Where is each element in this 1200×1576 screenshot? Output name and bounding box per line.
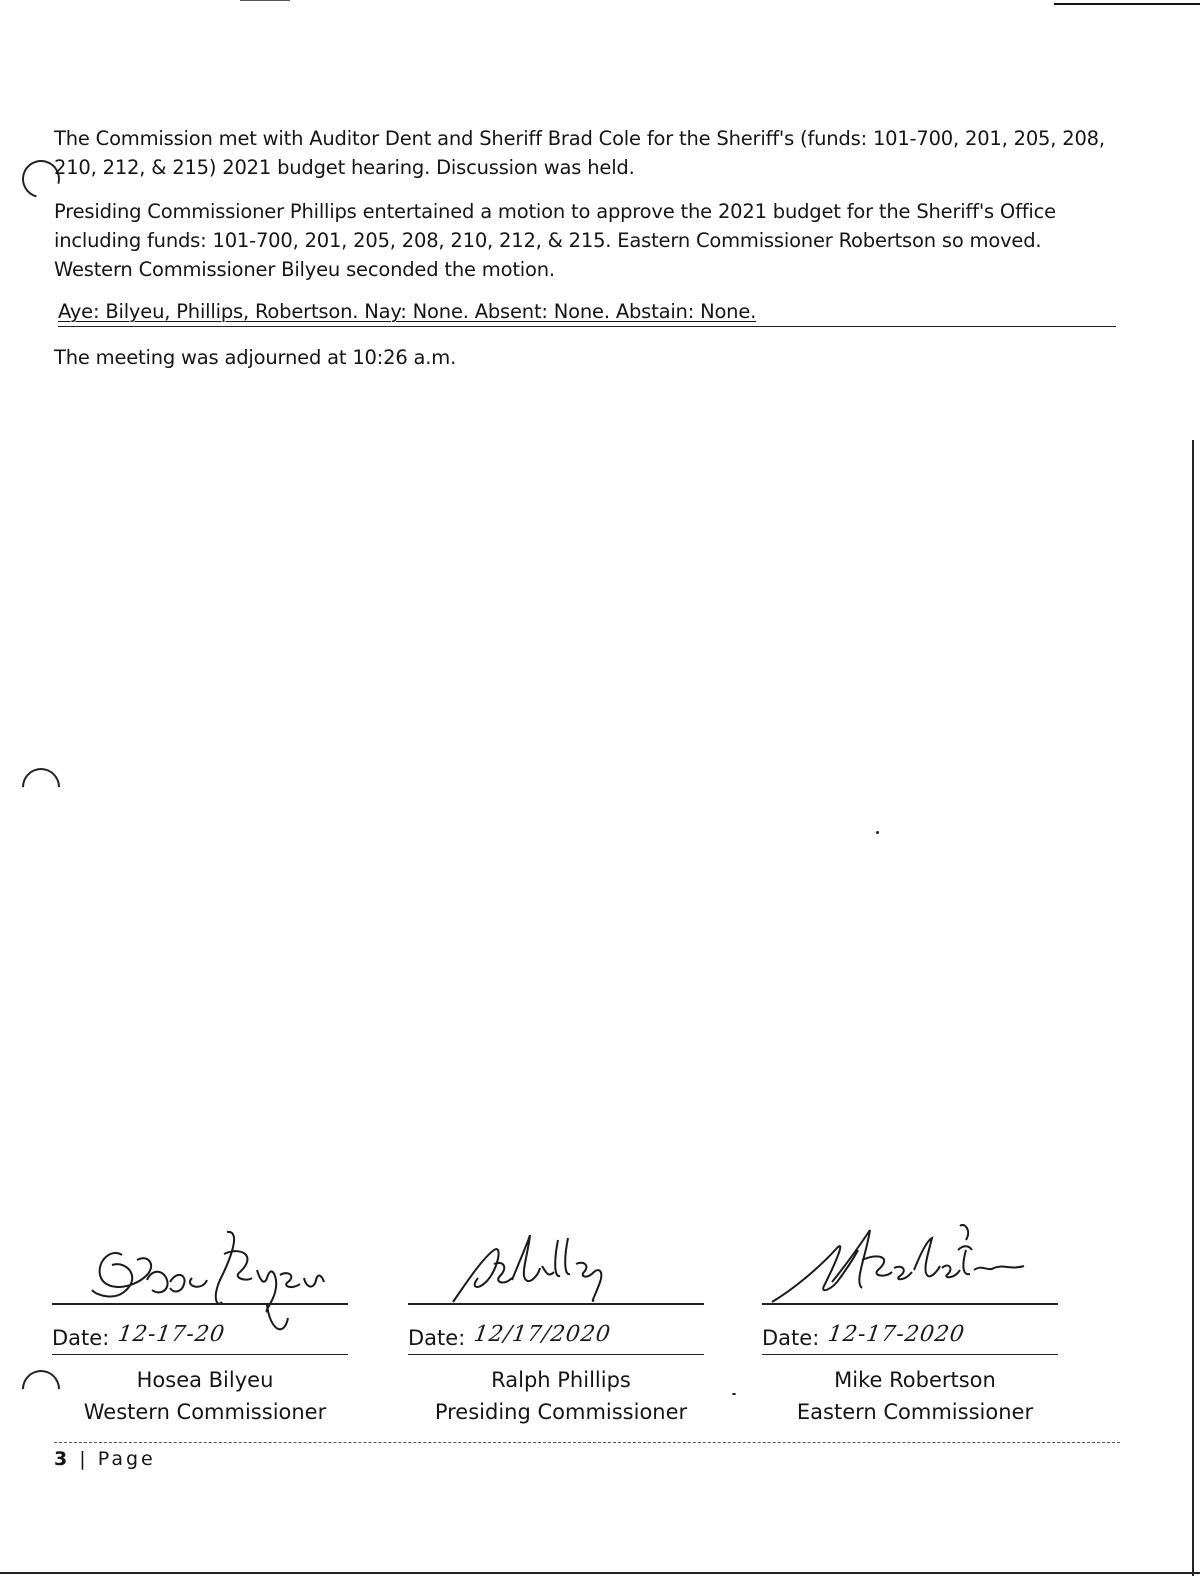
- scan-speck: [876, 831, 879, 834]
- scan-artifact-top-left: [240, 0, 290, 1]
- scan-edge-bottom: [0, 1572, 1200, 1574]
- signature-line: [762, 1303, 1058, 1305]
- scan-edge-top: [1054, 3, 1200, 5]
- page-footer: [54, 1448, 156, 1470]
- footer-divider: [54, 1442, 1120, 1443]
- minutes-paragraph-hearing: The Commission met with Auditor Dent and Sheriff Brad Cole for the Sheriff's (funds: 101-700, 201, 205, 208, 210, 212, & 215) 2021 budget hearing. Discussion was held.: [54, 127, 1105, 179]
- signature-block-presiding: [408, 1220, 708, 1435]
- signer-name: Hosea Bilyeu: [136, 1368, 274, 1392]
- signature-hosea-bilyeu: [52, 1220, 352, 1310]
- signature-mike-robertson: [762, 1220, 1062, 1310]
- signer-name: Mike Robertson: [834, 1368, 996, 1392]
- hole-punch-mark: [14, 760, 68, 814]
- signature-line: [408, 1303, 704, 1305]
- date-field: [762, 1324, 1058, 1355]
- scan-speck: [732, 1393, 736, 1395]
- signature-block-eastern: [762, 1220, 1062, 1435]
- signer-name: Ralph Phillips: [491, 1368, 631, 1392]
- signature-line: [52, 1303, 348, 1305]
- date-field: [408, 1324, 704, 1355]
- signature-ralph-phillips: [408, 1220, 708, 1310]
- handwritten-date: 12-17-2020: [826, 1322, 967, 1347]
- signer-title: Presiding Commissioner: [434, 1400, 688, 1424]
- vote-record: Aye: Bilyeu, Phillips, Robertson. Nay: None. Absent: None. Abstain: None.: [58, 298, 1116, 327]
- date-label: Date:: [52, 1326, 110, 1350]
- signer-title: Western Commissioner: [83, 1400, 327, 1424]
- page-number: 3: [54, 1448, 71, 1470]
- signer-title: Eastern Commissioner: [796, 1400, 1034, 1424]
- adjournment-statement: The meeting was adjourned at 10:26 a.m.: [54, 346, 457, 369]
- handwritten-date: 12-17-20: [116, 1322, 227, 1347]
- date-label: Date:: [408, 1326, 466, 1350]
- date-field: [52, 1324, 348, 1355]
- page-label: | Page: [79, 1448, 156, 1470]
- minutes-paragraph-motion: Presiding Commissioner Phillips entertained a motion to approve the 2021 budget for the Sheriff's Office including funds: 101-700, 201, 205, 208, 210, 212, & 215. Eastern Commissioner Robertson so moved. Western Commissioner Bilyeu seconded the motion.: [54, 200, 1056, 281]
- date-label: Date:: [762, 1326, 820, 1350]
- scan-edge-right: [1192, 440, 1194, 1576]
- signature-block-western: [52, 1220, 352, 1435]
- handwritten-date: 12/17/2020: [472, 1322, 613, 1347]
